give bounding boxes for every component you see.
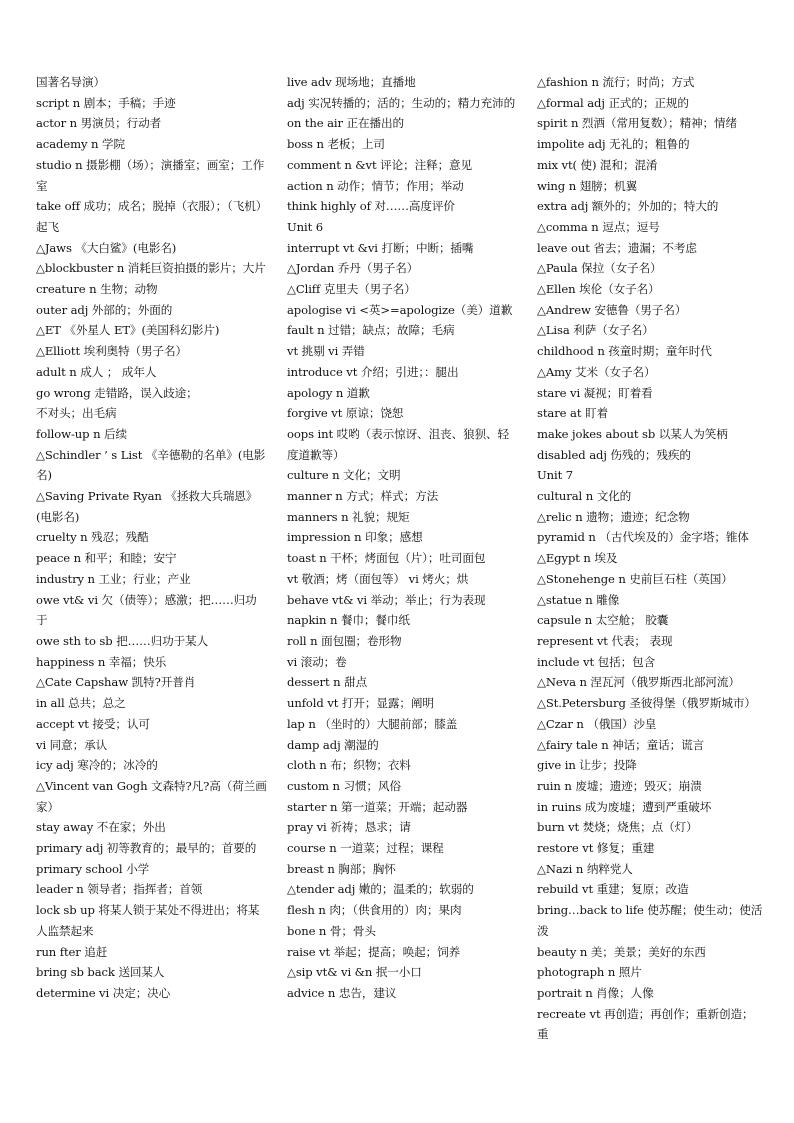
vocab-entry: think highly of 对……高度评价 [287, 199, 455, 214]
vocab-entry: academy n 学院 [36, 137, 125, 152]
vocab-entry: △Czar n （俄国）沙皇 [537, 716, 657, 731]
vocab-entry: 国著名导演） [36, 75, 105, 89]
vocab-entry: wing n 翅膀；机翼 [537, 178, 638, 193]
vocab-entry: vt 挑剔 vi 弄错 [287, 344, 365, 359]
vocab-entry: bone n 骨；骨头 [287, 923, 376, 938]
vocab-entry: leave out 省去；遗漏；不考虑 [537, 240, 697, 255]
vocab-entry: △comma n 逗点；逗号 [537, 219, 660, 234]
vocab-entry: △Amy 艾米（女子名） [537, 364, 656, 379]
vocab-entry: make jokes about sb 以某人为笑柄 [537, 426, 728, 441]
vocab-entry: mix vt( 使) 混和；混淆 [537, 157, 658, 172]
vocab-entry: include vt 包括；包含 [537, 654, 656, 669]
vocab-entry: lap n （坐时的）大腿前部；膝盖 [287, 716, 458, 731]
vocab-entry: unfold vt 打开；显露；阐明 [287, 696, 434, 711]
vocab-entry: disabled adj 伤残的；残疾的 [537, 447, 691, 462]
vocab-entry: recreate vt 再创造；再创作；重新创造；重 [537, 1006, 754, 1042]
vocab-entry: Unit 7 [537, 468, 574, 483]
vocab-entry: in ruins 成为废墟；遭到严重破坏 [537, 799, 712, 814]
vocab-entry: △Cate Capshaw 凯特?开普肖 [36, 675, 196, 690]
vocab-entry: go wrong 走错路，误入歧途； [36, 385, 198, 400]
vocab-entry: primary adj 初等教育的；最早的；首要的 [36, 841, 257, 856]
vocab-entry: △Neva n 涅瓦河（俄罗斯西北部河流） [537, 675, 740, 690]
vocab-entry: apology n 道歉 [287, 385, 370, 400]
vocab-entry: comment n &vt 评论；注释；意见 [287, 157, 473, 172]
vocab-entry: △Nazi n 纳粹党人 [537, 861, 633, 876]
vocab-entry: live adv 现场地；直播地 [287, 75, 416, 89]
vocab-entry: △St.Petersburg 圣彼得堡（俄罗斯城市） [537, 696, 756, 711]
vocab-entry: roll n 面包圈；卷形物 [287, 633, 402, 648]
vocab-entry: △Saving Private Ryan 《拯救大兵瑞恩》(电影名) [36, 489, 258, 524]
vocab-entry: spirit n 烈酒（常用复数）；精神；情绪 [537, 116, 738, 131]
vocab-entry: represent vt 代表； 表现 [537, 633, 673, 648]
vocab-entry: △statue n 雕像 [537, 592, 620, 607]
vocab-entry: stay away 不在家；外出 [36, 820, 166, 835]
vocab-entry: beauty n 美；美景；美好的东西 [537, 944, 706, 959]
vocab-entry: bring…back to life 使苏醒；使生动；使活泼 [537, 903, 763, 938]
vocab-entry: photograph n 照片 [537, 965, 642, 980]
vocab-entry: bring sb back 送回某人 [36, 965, 165, 980]
vocab-entry: capsule n 太空舱； 胶囊 [537, 613, 669, 628]
vocab-entry: △Schindler ’ s List 《辛德勒的名单》(电影名) [36, 447, 266, 483]
vocab-entry: △Jaws 《大白鲨》(电影名) [36, 240, 177, 255]
vocab-entry: fault n 过错；缺点；故障；毛病 [287, 323, 455, 338]
vocabulary-column-3 [537, 72, 763, 1045]
vocab-entry: lock sb up 将某人锁于某处不得进出；将某人监禁起来 [36, 903, 260, 938]
vocab-entry: △fairy tale n 神话；童话；谎言 [537, 737, 705, 752]
vocab-entry: owe sth to sb 把……归功于某人 [36, 633, 209, 648]
vocab-entry: vi 滚动；卷 [287, 654, 347, 669]
vocab-entry: △Elliott 埃利奥特（男子名） [36, 344, 188, 359]
vocab-entry: primary school 小学 [36, 861, 150, 876]
vocab-entry: childhood n 孩童时期；童年时代 [537, 344, 712, 359]
vocab-entry: icy adj 寒冷的；冰冷的 [36, 758, 158, 773]
vocab-entry: starter n 第一道菜；开端；起动器 [287, 799, 468, 814]
vocab-entry: accept vt 接受；认可 [36, 716, 150, 731]
vocab-entry: follow-up n 后续 [36, 426, 128, 441]
vocab-entry: forgive vt 原谅；饶恕 [287, 406, 404, 421]
vocab-entry: stare vi 凝视；盯着看 [537, 385, 653, 400]
vocab-entry: peace n 和平；和睦；安宁 [36, 551, 177, 566]
vocab-entry: △blockbuster n 消耗巨资拍摄的影片；大片 [36, 261, 266, 276]
vocab-entry: △Lisa 利萨（女子名） [537, 323, 654, 338]
vocab-entry: extra adj 额外的；外加的；特大的 [537, 199, 719, 214]
vocab-entry: △Jordan 乔丹（男子名） [287, 261, 419, 276]
vocab-entry: dessert n 甜点 [287, 675, 368, 690]
vocabulary-column-1 [36, 72, 268, 1004]
vocab-entry: determine vi 决定；决心 [36, 985, 171, 1000]
vocab-entry: △ET 《外星人 ET》(美国科幻影片) [36, 323, 220, 338]
vocab-entry: adult n 成人 ； 成年人 [36, 364, 157, 379]
vocab-entry: oops int 哎哟（表示惊讶、沮丧、狼狈、轻度道歉等） [287, 426, 510, 462]
vocab-entry: △Cliff 克里夫（男子名） [287, 282, 416, 297]
vocab-entry: studio n 摄影棚（场）；演播室；画室；工作室 [36, 157, 265, 193]
vocab-entry: cultural n 文化的 [537, 489, 632, 504]
vocab-entry: industry n 工业；行业；产业 [36, 571, 191, 586]
vocab-entry: impression n 印象；感想 [287, 530, 423, 545]
vocab-entry: script n 剧本；手稿；手迹 [36, 95, 176, 110]
vocab-entry: culture n 文化；文明 [287, 468, 401, 483]
vocab-entry: on the air 正在播出的 [287, 116, 405, 131]
vocab-entry: burn vt 焚烧；烧焦；点（灯） [537, 820, 698, 835]
vocab-entry: △relic n 遗物；遗迹；纪念物 [537, 509, 690, 524]
vocab-entry: △tender adj 嫩的；温柔的；软弱的 [287, 882, 474, 897]
vocab-entry: introduce vt 介绍；引进；：腿出 [287, 364, 459, 379]
vocabulary-column-2 [287, 72, 519, 1004]
vocab-entry: leader n 领导者；指挥者；首领 [36, 882, 203, 897]
vocab-entry: take off 成功；成名；脱掉（衣服）；（飞机）起飞 [36, 199, 268, 234]
vocab-entry: △sip vt& vi &n 抿一小口 [287, 965, 422, 980]
vocab-entry: impolite adj 无礼的；粗鲁的 [537, 137, 690, 152]
vocab-entry: apologise vi <英>=apologize（美）道歉 [287, 302, 513, 317]
vocab-entry: △Stonehenge n 史前巨石柱（英国） [537, 571, 733, 586]
vocab-entry: actor n 男演员；行动者 [36, 116, 162, 131]
vocab-entry: restore vt 修复；重建 [537, 841, 655, 856]
vocab-entry: custom n 习惯；风俗 [287, 778, 401, 793]
vocab-entry: course n 一道菜；过程；课程 [287, 841, 444, 856]
vocab-entry: damp adj 潮湿的 [287, 737, 379, 752]
vocab-entry: cruelty n 残忍；残酷 [36, 530, 149, 545]
vocab-entry: toast n 干杯；烤面包（片）；吐司面包 [287, 551, 486, 566]
vocab-entry: cloth n 布；织物；衣料 [287, 758, 411, 773]
vocab-entry: breast n 胸部；胸怀 [287, 861, 396, 876]
vocab-entry: △Paula 保拉（女子名） [537, 261, 662, 276]
vocab-entry: in all 总共；总之 [36, 696, 126, 711]
vocab-entry: manner n 方式；样式；方法 [287, 489, 439, 504]
vocab-entry: raise vt 举起；提高；唤起；饲养 [287, 944, 461, 959]
vocab-entry: pray vi 祈祷；恳求；请 [287, 820, 411, 835]
vocab-entry: happiness n 幸福；快乐 [36, 654, 167, 669]
vocab-entry: stare at 盯着 [537, 406, 608, 421]
vocab-entry: △formal adj 正式的；正规的 [537, 95, 689, 110]
vocab-entry: 不对头；出毛病 [36, 406, 117, 421]
vocab-entry: owe vt& vi 欠（债等）；感激；把……归功于 [36, 592, 257, 628]
vocab-entry: run fter 追赶 [36, 944, 108, 959]
vocab-entry: interrupt vt &vi 打断；中断；插嘴 [287, 240, 474, 255]
vocab-entry: adj 实况转播的；活的；生动的；精力充沛的 [287, 95, 516, 110]
vocab-entry: △fashion n 流行；时尚；方式 [537, 75, 695, 89]
vocab-entry: △Andrew 安德鲁（男子名） [537, 302, 687, 317]
vocab-entry: creature n 生物；动物 [36, 282, 158, 297]
vocab-entry: △Vincent van Gogh 文森特?凡?高（荷兰画家） [36, 778, 267, 814]
vocab-entry: outer adj 外部的；外面的 [36, 302, 173, 317]
vocab-entry: advice n 忠告，建议 [287, 985, 397, 1000]
vocab-entry: behave vt& vi 举动；举止；行为表现 [287, 592, 486, 607]
vocab-entry: ruin n 废墟；遗迹；毁灭；崩溃 [537, 778, 702, 793]
vocab-entry: vi 同意；承认 [36, 737, 108, 752]
vocab-entry: action n 动作；情节；作用；举动 [287, 178, 464, 193]
vocab-entry: flesh n 肉；（供食用的）肉；果肉 [287, 903, 462, 918]
vocab-entry: give in 让步；投降 [537, 758, 637, 773]
vocab-entry: manners n 礼貌；规矩 [287, 509, 410, 524]
vocab-entry: vt 敬酒；烤（面包等） vi 烤火；烘 [287, 571, 469, 586]
vocab-entry: pyramid n （古代埃及的）金字塔；锥体 [537, 530, 749, 545]
vocab-entry: boss n 老板；上司 [287, 137, 385, 152]
vocab-entry: Unit 6 [287, 219, 324, 234]
vocab-entry: △Egypt n 埃及 [537, 551, 618, 566]
vocab-entry: rebuild vt 重建；复原；改造 [537, 882, 689, 897]
vocab-entry: napkin n 餐巾；餐巾纸 [287, 613, 410, 628]
vocab-entry: portrait n 肖像；人像 [537, 985, 654, 1000]
vocab-entry: △Ellen 埃伦（女子名） [537, 282, 660, 297]
